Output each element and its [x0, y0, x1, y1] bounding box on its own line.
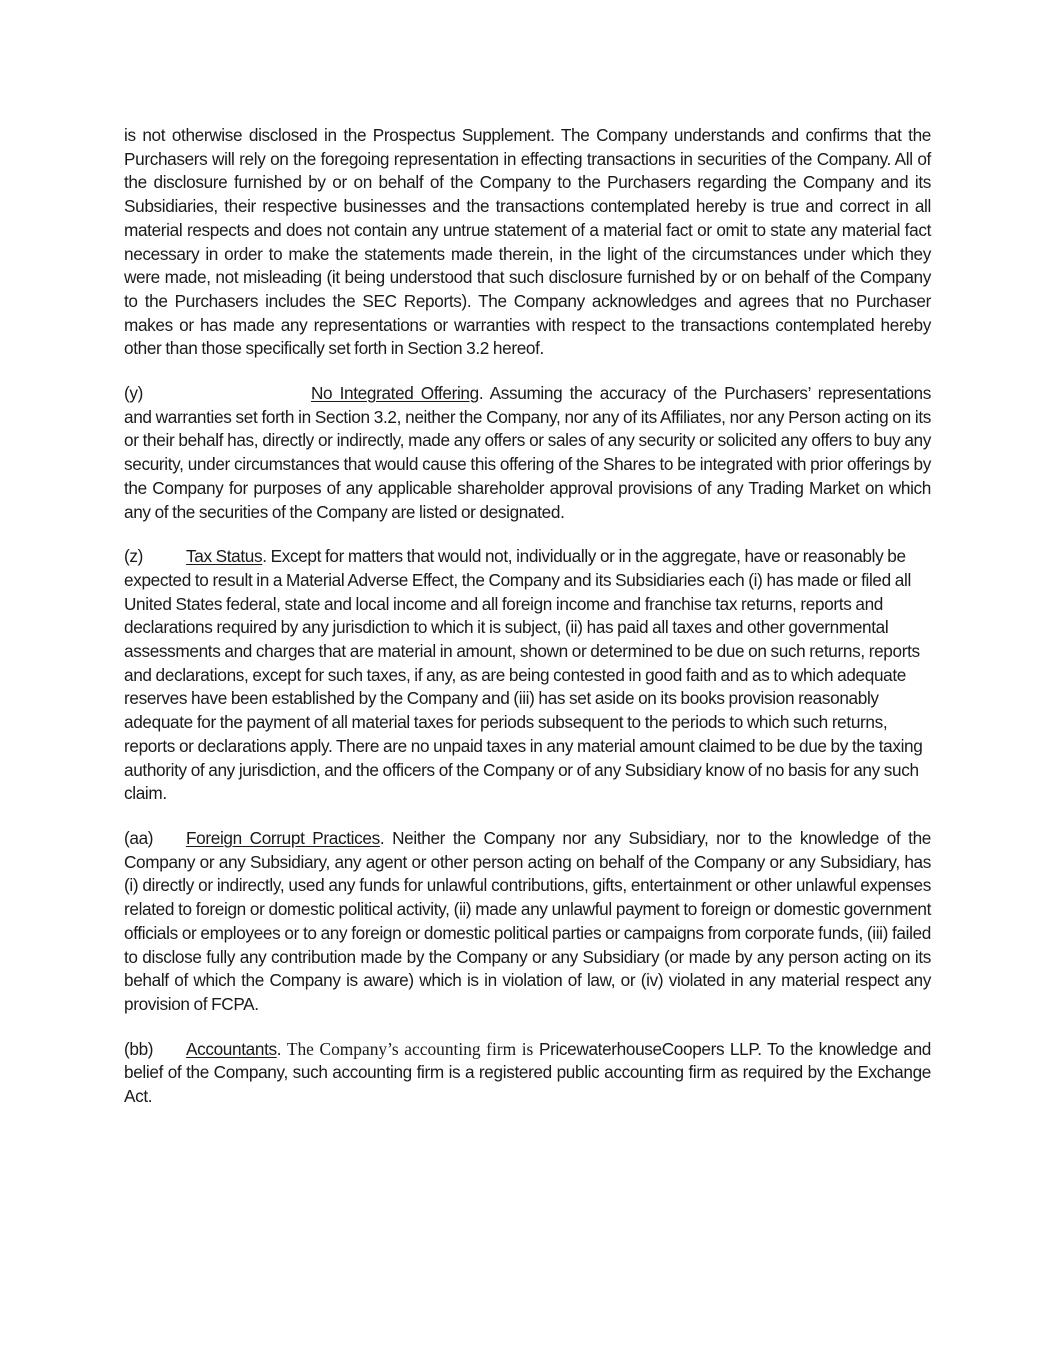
section-text: . Except for matters that would not, individually or in the aggregate, have or reasonably be expected to result in a Material Adverse Effect, the Company and its Subsidiaries each (i) has made or filed all United States federal, state and local income and all foreign income and franchise tax returns, reports and declarations required by any jurisdiction to which it is subject, (ii) has paid all taxes and other governmental assessments and charges that are material in amount, shown or determined to be due on such returns, reports and declarations, except for such taxes, if any, as are being contested in good faith and as to which adequate reserves have been established by the Company and (iii) has set aside on its books provision reasonably adequate for the payment of all material taxes for periods subsequent to the periods to which such returns, reports or declarations apply. There are no unpaid taxes in any material amount claimed to be due by the taxing authority of any jurisdiction, and the officers of the Company or of any Subsidiary know of no basis for any such claim.: [124, 546, 923, 804]
section-heading: Foreign Corrupt Practices: [186, 827, 380, 848]
section-label: (bb): [124, 1038, 154, 1059]
section-z-tax-status: [124, 545, 931, 806]
section-label: (z): [124, 546, 143, 567]
section-text: PricewaterhouseCoopers LLP. To the knowledge and belief of the Company, such accounting firm is a registered public accounting firm as required by the Exchange Act.: [124, 1038, 931, 1107]
document-page: [124, 124, 931, 1130]
section-text: . Neither the Company nor any Subsidiary, nor to the knowledge of the Company or any Subsidiary, any agent or other person acting on behalf of the Company or any Subsidiary, has (i) directly or indirectly, used any funds for unlawful contributions, gifts, entertainment or other unlawful expenses related to foreign or domestic political activity, (ii) made any unlawful payment to foreign or domestic government officials or employees or to any foreign or domestic political parties or campaigns from corporate funds, (iii) failed to disclose fully any contribution made by the Company or any Subsidiary (or made by any person acting on its behalf of which the Company is aware) which is in violation of law, or (iv) violated in any material respect any provision of FCPA.: [124, 827, 931, 1014]
section-y-no-integrated-offering: [124, 382, 931, 524]
section-label: (y): [124, 383, 143, 404]
section-bb-accountants: [124, 1038, 931, 1109]
section-text-pre: .: [276, 1038, 287, 1059]
paragraph-text: is not otherwise disclosed in the Prospectus Supplement. The Company understands and confirms that the Purchasers will rely on the foregoing representation in effecting transactions in securities of the Company. All of the disclosure furnished by or on behalf of the Company to the Purchasers regarding the Company and its Subsidiaries, their respective businesses and the transactions contemplated hereby is true and correct in all material respects and does not contain any untrue statement of a material fact or omit to state any material fact necessary in order to make the statements made therein, in the light of the circumstances under which they were made, not misleading (it being understood that such disclosure furnished by or on behalf of the Company to the Purchasers includes the SEC Reports). The Company acknowledges and agrees that no Purchaser makes or has made any representations or warranties with respect to the transactions contemplated hereby other than those specifically set forth in Section 3.2 hereof.: [124, 125, 931, 359]
section-label: (aa): [124, 827, 154, 848]
section-text-serif: The Company’s accounting firm is: [286, 1038, 534, 1059]
paragraph-continuation: [124, 124, 931, 361]
section-aa-foreign-corrupt-practices: [124, 827, 931, 1017]
section-heading: No Integrated Offering: [311, 383, 479, 404]
section-heading: Accountants: [186, 1038, 277, 1059]
section-heading: Tax Status: [186, 546, 263, 567]
section-text: . Assuming the accuracy of the Purchasers’ representations and warranties set forth in Section 3.2, neither the Company, nor any of its Affiliates, nor any Person acting on its or their behalf has, directly or indirectly, made any offers or sales of any security or solicited any offers to buy any security, under circumstances that would cause this offering of the Shares to be integrated with prior offerings by the Company for purposes of any applicable shareholder approval provisions of any Trading Market on which any of the securities of the Company are listed or designated.: [124, 383, 931, 522]
